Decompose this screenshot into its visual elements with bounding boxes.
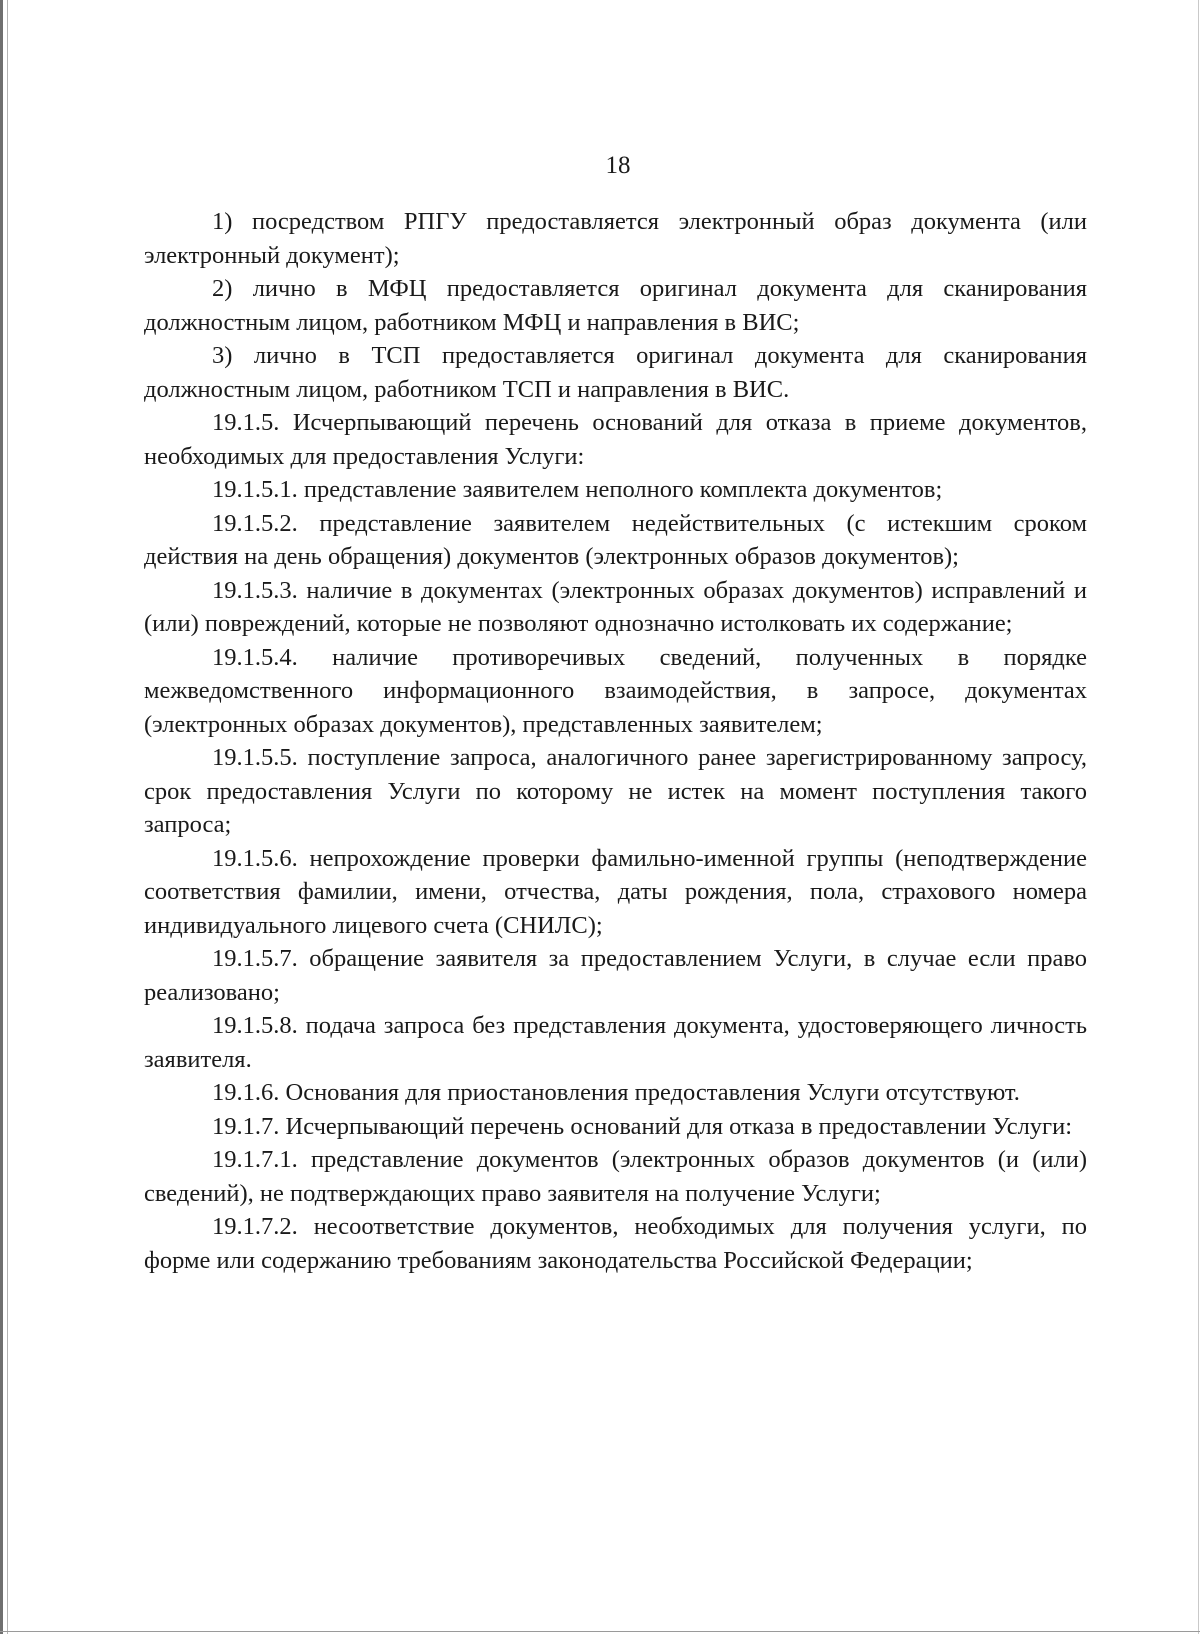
paragraph-19-1-7: 19.1.7. Исчерпывающий перечень оснований для отказа в предоставлении Услуги:: [212, 1112, 1073, 1140]
paragraph-item-3-tsp: 3) лично в ТСП предоставляется оригинал документа для сканирования должностным лицом, работником ТСП и направления в ВИС.: [144, 342, 1087, 403]
scan-edge-left-inner: [7, 0, 8, 1634]
document-body: [144, 205, 1087, 1277]
paragraph-19-1-5-7: 19.1.5.7. обращение заявителя за предоставлением Услуги, в случае если право реализовано;: [144, 945, 1087, 1006]
paragraph-item-2-mfc: 2) лично в МФЦ предоставляется оригинал документа для сканирования должностным лицом, работником МФЦ и направления в ВИС;: [144, 275, 1087, 336]
paragraph-item-1-rpgu: 1) посредством РПГУ предоставляется электронный образ документа (или электронный документ);: [144, 208, 1087, 269]
paragraph-19-1-5-6: 19.1.5.6. непрохождение проверки фамильно-именной группы (неподтверждение соответствия фамилии, имени, отчества, даты рождения, пола, страхового номера индивидуального лицевого счета (СНИЛС);: [144, 844, 1087, 939]
paragraph-19-1-5: 19.1.5. Исчерпывающий перечень оснований для отказа в приеме документов, необходимых для предоставления Услуги:: [144, 409, 1087, 470]
page-number: 18: [605, 152, 631, 179]
paragraph-19-1-7-1: 19.1.7.1. представление документов (электронных образов документов (и (или) сведений), не подтверждающих право заявителя на получение Услуги;: [144, 1146, 1087, 1207]
paragraph-19-1-5-4: 19.1.5.4. наличие противоречивых сведений, полученных в порядке межведомственного информационного взаимодействия, в запросе, документах (электронных образах документов), представленных заявителем;: [144, 643, 1087, 738]
paragraph-19-1-5-1: 19.1.5.1. представление заявителем неполного комплекта документов;: [212, 476, 943, 503]
paragraph-19-1-7-2: 19.1.7.2. несоответствие документов, необходимых для получения услуги, по форме или содержанию требованиям законодательства Российской Федерации;: [144, 1213, 1087, 1274]
paragraph-19-1-5-3: 19.1.5.3. наличие в документах (электронных образах документов) исправлений и (или) повреждений, которые не позволяют однозначно истолковать их содержание;: [144, 576, 1087, 637]
scan-edge-right: [1198, 0, 1199, 1634]
paragraph-19-1-5-5: 19.1.5.5. поступление запроса, аналогичного ранее зарегистрированному запросу, срок предоставления Услуги по которому не истек на момент поступления такого запроса;: [144, 744, 1087, 838]
scan-edge-left: [0, 0, 3, 1634]
paragraph-19-1-6: 19.1.6. Основания для приостановления предоставления Услуги отсутствуют.: [212, 1079, 1020, 1106]
paragraph-19-1-5-2: 19.1.5.2. представление заявителем недействительных (с истекшим сроком действия на день обращения) документов (электронных образов документов);: [144, 509, 1087, 570]
paragraph-19-1-5-8: 19.1.5.8. подача запроса без представления документа, удостоверяющего личность заявителя.: [144, 1012, 1087, 1073]
scan-edge-bottom: [0, 1631, 1200, 1632]
